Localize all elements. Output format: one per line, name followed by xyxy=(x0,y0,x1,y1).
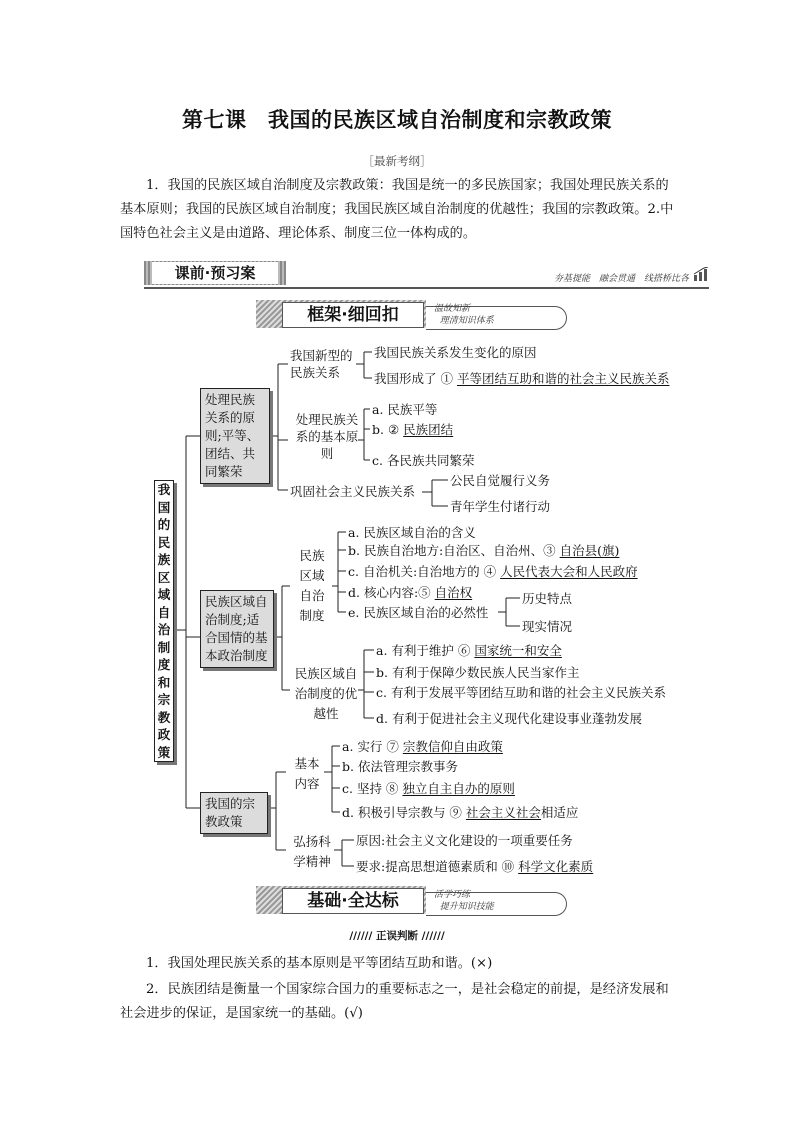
question-2: 2．民族团结是衡量一个国家综合国力的重要标志之一，是社会稳定的前提，是经济发展和社会进步的保证，是国家统一的基础。(√) xyxy=(120,982,669,1021)
leaf-autonomy-core xyxy=(348,584,472,601)
leaf-autonomy-organs-prefix: c. 自治机关:自治地方的 ④ xyxy=(348,564,501,579)
answer-10: 科学文化素质 xyxy=(518,859,594,874)
leaf-autonomy-places xyxy=(348,542,619,559)
leaf-science-requirement-prefix: 要求:提高思想道德素质和 ⑩ xyxy=(356,859,519,874)
leaf-relation-formed-prefix: 我国形成了 ① xyxy=(374,371,457,386)
leaf-religion-guide-suffix: 相适应 xyxy=(540,805,579,820)
tree-root xyxy=(154,480,174,762)
section-basics-sub1: 活学巧练 xyxy=(434,890,471,900)
leaf-adv-relations: c. 有利于发展平等团结互助和谐的社会主义民族关系 xyxy=(376,685,666,700)
leaf-adv-modernization: d. 有利于促进社会主义现代化建设事业蓬勃发展 xyxy=(376,711,642,726)
branch-religious-policy xyxy=(200,792,268,834)
branch-ethnic-relations-label: 处理民族关系的原则;平等、团结、共同繁荣 xyxy=(205,392,260,479)
leaf-relation-formed xyxy=(374,370,669,387)
leaf-autonomy-meaning: a. 民族区域自治的含义 xyxy=(348,525,476,540)
page-title: 第七课 我国的民族区域自治制度和宗教政策 xyxy=(182,108,612,132)
section-framework-sub2: 理清知识体系 xyxy=(439,316,494,326)
leaf-religion-freedom xyxy=(342,738,503,755)
leaf-relation-change: 我国民族关系发生变化的原因 xyxy=(374,345,537,360)
node-autonomy-system: 民族区域自治制度 xyxy=(299,548,325,623)
node-consolidate: 巩固社会主义民族关系 xyxy=(290,484,416,499)
answer-5: 自治权 xyxy=(434,585,473,600)
leaf-current-situation: 现实情况 xyxy=(522,619,573,634)
leaf-unity xyxy=(372,421,453,438)
section-basics-sub2: 提升知识技能 xyxy=(439,902,494,912)
node-basic-content: 基本内容 xyxy=(294,756,320,791)
leaf-adv-unity xyxy=(376,642,562,659)
branch-ethnic-relations xyxy=(200,388,270,484)
answer-8: 独立自主自办的原则 xyxy=(402,781,515,796)
leaf-religion-independence-prefix: c. 坚持 ⑧ xyxy=(342,781,403,796)
branch-religious-policy-label: 我国的宗教政策 xyxy=(205,796,256,829)
section-basics-label: 基础·全达标 xyxy=(282,888,424,914)
leaf-adv-unity-prefix: a. 有利于维护 ⑥ xyxy=(376,643,475,658)
leaf-adv-masters: b. 有利于保障少数民族人民当家作主 xyxy=(376,665,580,680)
leaf-student-action: 青年学生付诸行动 xyxy=(450,499,551,514)
answer-7: 宗教信仰自由政策 xyxy=(402,739,503,754)
node-basic-principles: 处理民族关系的基本原则 xyxy=(295,412,359,461)
outline-text: 1．我国的民族区域自治制度及宗教政策：我国是统一的多民族国家；我国处理民族关系的基本原则；我国的民族区域自治制度；我国民族区域自治制度的优越性；我国的宗教政策。2.中国特色社会主义是由道路、理论体系、制度三位一体构成的。 xyxy=(120,178,674,241)
leaf-autonomy-organs xyxy=(348,563,638,580)
branch-regional-autonomy-label: 民族区域自治制度;适合国情的基本政治制度 xyxy=(205,594,268,663)
true-false-header: ////// 正误判断 ////// xyxy=(349,930,445,942)
answer-4: 人民代表大会和人民政府 xyxy=(500,564,638,579)
leaf-religion-guide xyxy=(342,804,578,821)
answer-3: 自治县(旗) xyxy=(559,543,620,558)
leaf-autonomy-necessity: e. 民族区域自治的必然性 xyxy=(348,605,489,620)
leaf-common-prosperity: c. 各民族共同繁荣 xyxy=(372,453,475,468)
leaf-citizen-duty: 公民自觉履行义务 xyxy=(450,473,551,488)
node-new-relations: 我国新型的民族关系 xyxy=(290,348,353,380)
banner-title: 课前·预习案 xyxy=(152,262,278,284)
tree-root-label: 我国的民族区域自治制度和宗教政策 xyxy=(157,482,171,760)
outline-label: ［最新考纲］ xyxy=(362,154,432,168)
leaf-religion-freedom-prefix: a. 实行 ⑦ xyxy=(342,739,403,754)
leaf-science-reason: 原因:社会主义文化建设的一项重要任务 xyxy=(356,833,573,848)
banner-slogan: 夯基提能 融会贯通 线搭桥比各 xyxy=(553,274,689,284)
question-1: 1．我国处理民族关系的基本原则是平等团结互助和谐。(×) xyxy=(146,956,493,971)
leaf-autonomy-core-prefix: d. 核心内容:⑤ xyxy=(348,585,435,600)
node-autonomy-advantages: 民族区域自治制度的优越性 xyxy=(294,666,358,721)
answer-2: 民族团结 xyxy=(403,422,454,437)
section-framework-label: 框架·细回扣 xyxy=(282,302,424,328)
section-framework-sub1: 温故知新 xyxy=(434,304,471,314)
answer-1: 平等团结互助和谐的社会主义民族关系 xyxy=(456,371,670,386)
leaf-autonomy-places-prefix: b. 民族自治地方:自治区、自治州、③ xyxy=(348,543,560,558)
leaf-religion-independence xyxy=(342,780,515,797)
leaf-religion-guide-prefix: d. 积极引导宗教与 ⑨ xyxy=(342,805,466,820)
leaf-unity-prefix: b. ② xyxy=(372,422,404,437)
leaf-equality: a. 民族平等 xyxy=(372,402,438,417)
leaf-science-requirement xyxy=(356,858,593,875)
node-science-spirit: 弘扬科学精神 xyxy=(293,834,331,869)
leaf-religion-law: b. 依法管理宗教事务 xyxy=(342,759,458,774)
branch-regional-autonomy xyxy=(200,590,274,668)
leaf-history-feature: 历史特点 xyxy=(522,591,573,606)
answer-6: 国家统一和安全 xyxy=(474,643,562,658)
answer-9: 社会主义社会 xyxy=(465,805,541,820)
